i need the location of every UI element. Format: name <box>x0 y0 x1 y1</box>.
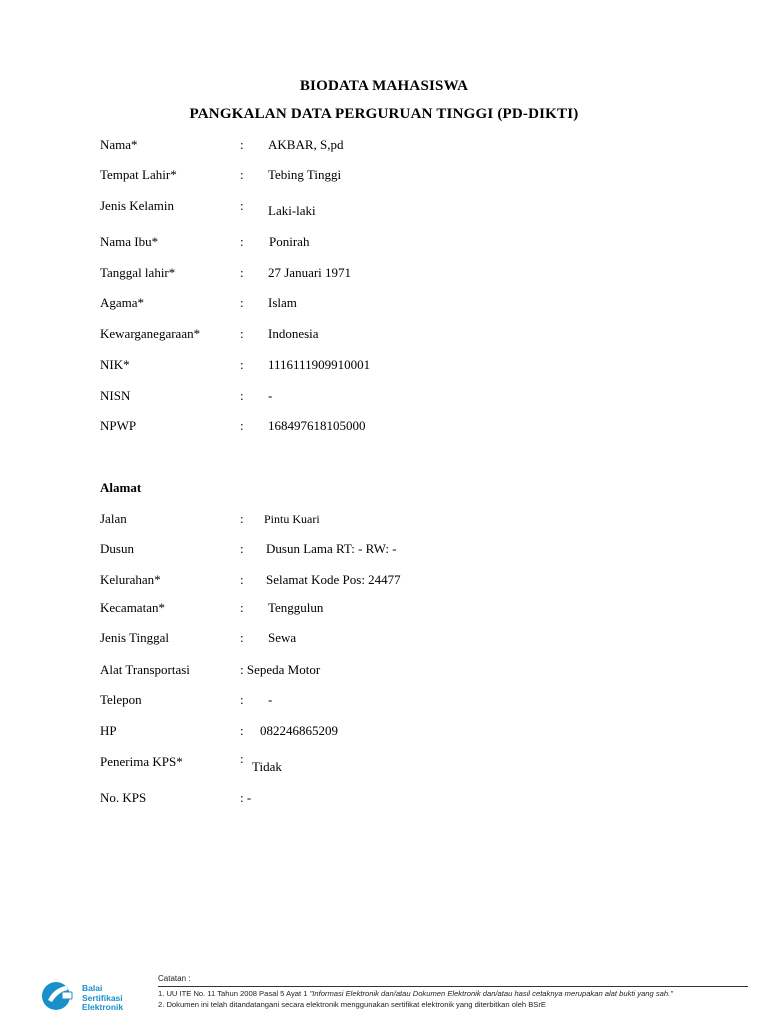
field-label: Dusun <box>100 541 134 556</box>
field-colon: : <box>240 137 244 152</box>
footer <box>38 972 748 1018</box>
field-value: Ponirah <box>269 234 310 249</box>
field-label: Kelurahan* <box>100 572 161 587</box>
field-value: Tidak <box>252 759 282 774</box>
field-colon: : <box>240 418 244 433</box>
field-colon: : <box>240 692 244 707</box>
field-value: Tebing Tinggi <box>268 167 342 182</box>
field-value: Dusun Lama RT: - RW: - <box>266 541 397 556</box>
field-label: Telepon <box>100 692 142 707</box>
logo-line: Elektronik <box>82 1002 124 1012</box>
field-value: Islam <box>268 295 297 310</box>
field-value: 168497618105000 <box>268 418 366 433</box>
field-value: - <box>268 692 273 707</box>
field-label: Alat Transportasi <box>100 662 190 677</box>
field-label: Agama* <box>100 295 145 310</box>
field-value: AKBAR, S,pd <box>268 137 344 152</box>
field-colon: : <box>240 600 244 615</box>
field-label: NIK* <box>100 357 130 372</box>
note-line-2: 2. Dokumen ini telah ditandatangani secara elektronik menggunakan sertifikat elektronik yang diterbitkan oleh BSrE <box>158 1000 546 1009</box>
field-value: Laki-laki <box>268 203 316 218</box>
field-colon-value: : Sepeda Motor <box>240 662 321 677</box>
bsre-logo-text <box>82 984 123 1013</box>
note-divider <box>158 986 748 987</box>
section-heading-alamat: Alamat <box>100 480 142 495</box>
field-label: Jenis Kelamin <box>100 198 175 213</box>
field-label: Nama* <box>100 137 138 152</box>
field-colon: : <box>240 234 244 249</box>
field-colon: : <box>240 198 244 213</box>
field-colon: : <box>240 357 244 372</box>
field-colon: : <box>240 751 244 766</box>
document-subtitle: PANGKALAN DATA PERGURUAN TINGGI (PD-DIKTI) <box>189 106 579 122</box>
field-label: Kecamatan* <box>100 600 165 615</box>
field-colon: : <box>240 295 244 310</box>
field-colon: : <box>240 541 244 556</box>
field-colon: : <box>240 511 244 526</box>
field-label: Nama Ibu* <box>100 234 159 249</box>
logo-line: Sertifikasi <box>82 992 123 1003</box>
field-value: Tenggulun <box>268 600 324 615</box>
field-value: - <box>268 388 273 403</box>
field-label: Tempat Lahir* <box>100 167 177 182</box>
field-colon: : <box>240 388 244 403</box>
field-value: 1116111909910001 <box>268 357 371 372</box>
document-title: BIODATA MAHASISWA <box>299 78 469 94</box>
field-value: 082246865209 <box>260 723 338 738</box>
field-colon: : <box>240 326 244 341</box>
logo-line: Balai <box>82 983 103 993</box>
field-label: No. KPS <box>100 790 147 805</box>
note-heading: Catatan : <box>158 974 191 983</box>
note-1-prefix: 1. UU ITE No. 11 Tahun 2008 Pasal 5 Ayat 1 <box>158 989 310 998</box>
field-label: Jenis Tinggal <box>100 630 169 645</box>
field-label: Kewarganegaraan* <box>100 326 201 341</box>
field-label: NISN <box>100 388 131 403</box>
note-line-1 <box>158 989 673 998</box>
field-label: NPWP <box>100 418 137 433</box>
field-label: Penerima KPS* <box>100 754 183 769</box>
field-colon: : <box>240 630 244 645</box>
field-label: Jalan <box>100 511 127 526</box>
field-label: HP <box>100 723 117 738</box>
field-colon: : <box>240 723 244 738</box>
field-value: 27 Januari 1971 <box>268 265 352 280</box>
field-value: Sewa <box>268 630 297 645</box>
field-colon: : <box>240 167 244 182</box>
field-value: Indonesia <box>268 326 319 341</box>
field-value: Pintu Kuari <box>264 512 320 526</box>
note-1-quote: "Informasi Elektronik dan/atau Dokumen Elektronik dan/atau hasil cetaknya merupakan alat bukti yang sah." <box>309 989 673 998</box>
field-colon-value: : - <box>240 790 252 805</box>
field-colon: : <box>240 265 244 280</box>
field-colon: : <box>240 572 244 587</box>
field-value: Selamat Kode Pos: 24477 <box>266 572 401 587</box>
bsre-logo-icon <box>38 978 78 1014</box>
bsre-logo <box>38 978 148 1014</box>
field-label: Tanggal lahir* <box>100 265 176 280</box>
